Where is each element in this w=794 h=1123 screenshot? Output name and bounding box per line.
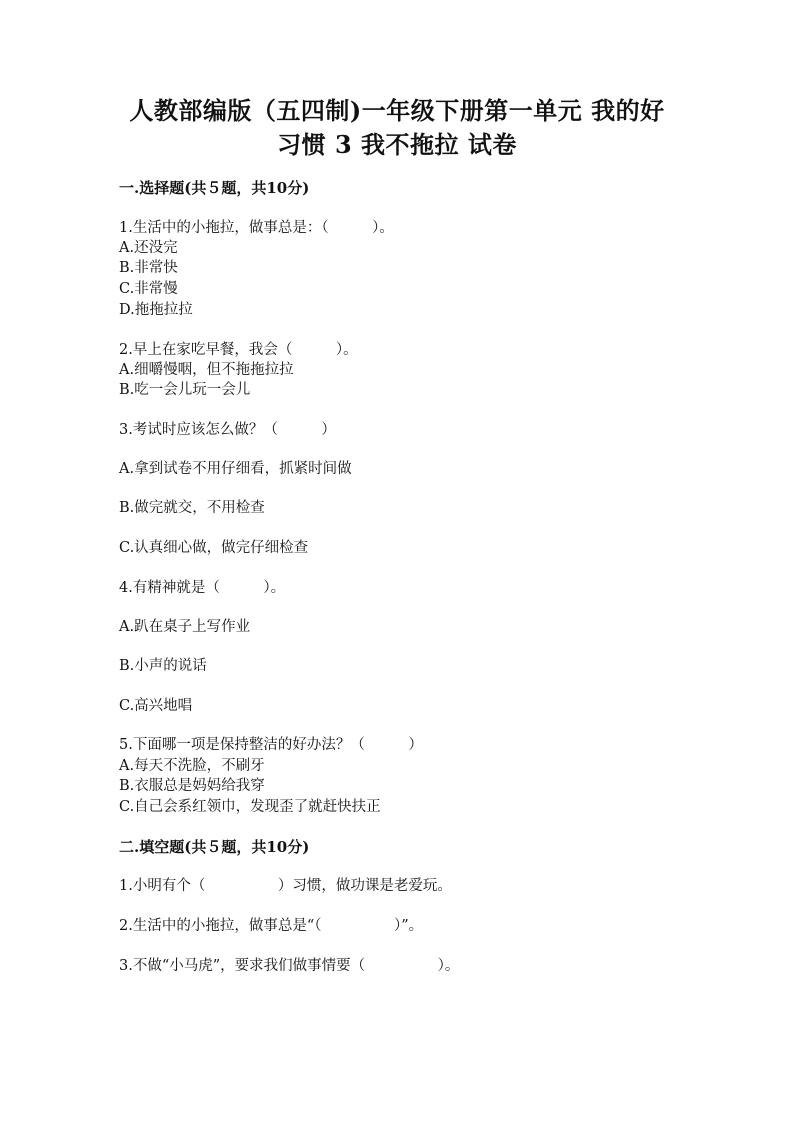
answer-option: B.小声的说话 [119,658,207,674]
question-stem: 2.早上在家吃早餐，我会（ ）。 [119,342,358,358]
answer-option: B.做完就交，不用检查 [119,500,265,516]
answer-option: B.衣服总是妈妈给我穿 [119,778,265,794]
question-stem: 1.生活中的小拖拉，做事总是：（ ）。 [119,220,394,236]
question-stem: 5.下面哪一项是保持整洁的好办法？（ ） [119,737,423,753]
exam-title-line-1: 人教部编版（五四制)一年级下册第一单元 我的好 [129,96,665,125]
question-stem: 3.考试时应该怎么做？（ ） [119,422,336,438]
answer-option: A.拿到试卷不用仔细看，抓紧时间做 [119,461,352,477]
section-heading-choice: 一.选择题(共５题，共10分) [119,179,310,197]
answer-option: B.吃一会儿玩一会儿 [119,382,251,398]
answer-option: C.认真细心做，做完仔细检查 [119,540,309,556]
answer-option: A.趴在桌子上写作业 [119,619,251,635]
exam-title-line-2: 习惯 3 我不拖拉 试卷 [277,130,517,159]
answer-option: A.还没完 [119,240,178,256]
answer-option: A.每天不洗脸，不刷牙 [119,758,265,774]
answer-option: C.非常慢 [119,281,178,297]
answer-option: B.非常快 [119,260,178,276]
question-stem: 4.有精神就是（ ）。 [119,580,286,596]
question-stem: 2.生活中的小拖拉，做事总是“（ ）”。 [119,918,424,934]
question-stem: 1.小明有个（ ）习惯，做功课是老爱玩。 [119,878,452,894]
answer-option: C.自己会系红领巾，发现歪了就赶快扶正 [119,799,381,815]
answer-option: A.细嚼慢咽，但不拖拖拉拉 [119,362,294,378]
question-stem: 3.不做“小马虎”，要求我们做事情要（ ）。 [119,958,460,974]
answer-option: D.拖拖拉拉 [119,302,193,318]
section-heading-fill-blank: 二.填空题(共５题，共10分) [119,838,310,856]
answer-option: C.高兴地唱 [119,698,193,714]
